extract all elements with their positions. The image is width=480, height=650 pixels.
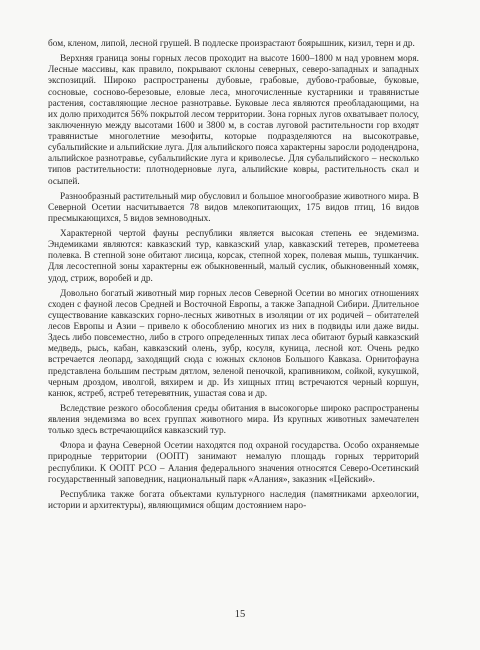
paragraph-fauna-diversity: Разнообразный растительный мир обусловил и большое многообразие животного мира. В Северной Осетии насчитывается 78 видов млекопитающих, 175 видов птиц, 16 видов пресмыкающихся, 5 видов земноводных. <box>48 191 419 224</box>
page-number: 15 <box>234 609 246 620</box>
paragraph-endemism: Характерной чертой фауны республики является высокая степень ее эндемизма. Эндемиками являются: кавказский тур, кавказский улар, кавказский тетерев, прометеева полевка. В степной зоне обитают лисица, корсак, степной хорек, полевая мышь, тушканчик. Для лесостепной зоны характерны еж обыкновенный, малый суслик, обыкновенный хомяк, удод, стриж, воробей и др. <box>48 229 419 284</box>
paragraph-protected-areas: Флора и фауна Северной Осетии находятся под охраной государства. Особо охраняемые природные территории (ООПТ) занимают немалую площадь горных территорий республики. К ООПТ РСО – Алания федерального значения относятся Северо-Осетинский государственный заповедник, национальный парк «Алания», заказник «Цейский». <box>48 441 419 485</box>
paragraph-continuation: бом, кленом, липой, лесной грушей. В подлеске произрастают боярышник, кизил, терн и др. <box>48 39 415 49</box>
paragraph-highland-endemism: Вследствие резкого обособления среды обитания в высокогорье широко распространены явления эндемизма во всех группах животного мира. Из крупных животных замечателен только здесь встречающийся кавказский тур. <box>48 403 419 437</box>
body-text <box>48 39 419 512</box>
paragraph-cultural-heritage: Республика также богата объектами культурного наследия (памятниками археологии, истории и архитектуры), являющимися общим достоянием наро- <box>48 489 419 511</box>
paragraph-vegetation-zones: Верхняя граница зоны горных лесов проходит на высоте 1600–1800 м над уровнем моря. Лесные массивы, как правило, покрывают склоны северных, северо-западных и западных экспозиций. Широко распространены дубовые, грабовые, дубово-грабовые, буковые, сосновые, сосново-березовые, еловые леса, многочисленные кустарники и травянистые растения, составляющие лесное разнотравье. Буковые леса являются преобладающими, на их долю приходится 56% покрытой лесом территории. Зона горных лугов охватывает полосу, заключенную между высотами 1600 и 3800 м, в состав луговой растительности гор входят травянистые многолетние мезофиты, которые подразделяются на высокотравье, субальпийские и альпийские луга. Для альпийского пояса характерны заросли рододендрона, альпийское разнотравье, субальпийские луга и криволесье. Для субальпийского – несколько типов растительности: плотнодерновые луга, альпийские ковры, растительность скал и осыпей. <box>48 54 420 187</box>
paragraph-forest-fauna: Довольно богатый животный мир горных лесов Северной Осетии во многих отношениях сходен с фауной лесов Средней и Восточной Европы, а также Западной Сибири. Длительное существование кавказских горно-лесных животных в изоляции от их родичей – обитателей лесов Европы и Азии – привело к обособлению многих из них в подвиды или даже виды. Здесь либо повсеместно, либо в строго определенных типах леса обитают бурый кавказский медведь, рысь, кабан, кавказский олень, зубр, косуля, куница, лесной кот. Очень редко встречается леопард, заходящий сюда с южных склонов Большого Кавказа. Орнитофауна представлена большим пестрым дятлом, зеленой пеночкой, крапивником, сойкой, кукушкой, черным дроздом, иволгой, вяхирем и др. Из хищных птиц встречаются черный коршун, канюк, ястреб, ястреб тетеревятник, ушастая сова и др. <box>48 288 419 399</box>
